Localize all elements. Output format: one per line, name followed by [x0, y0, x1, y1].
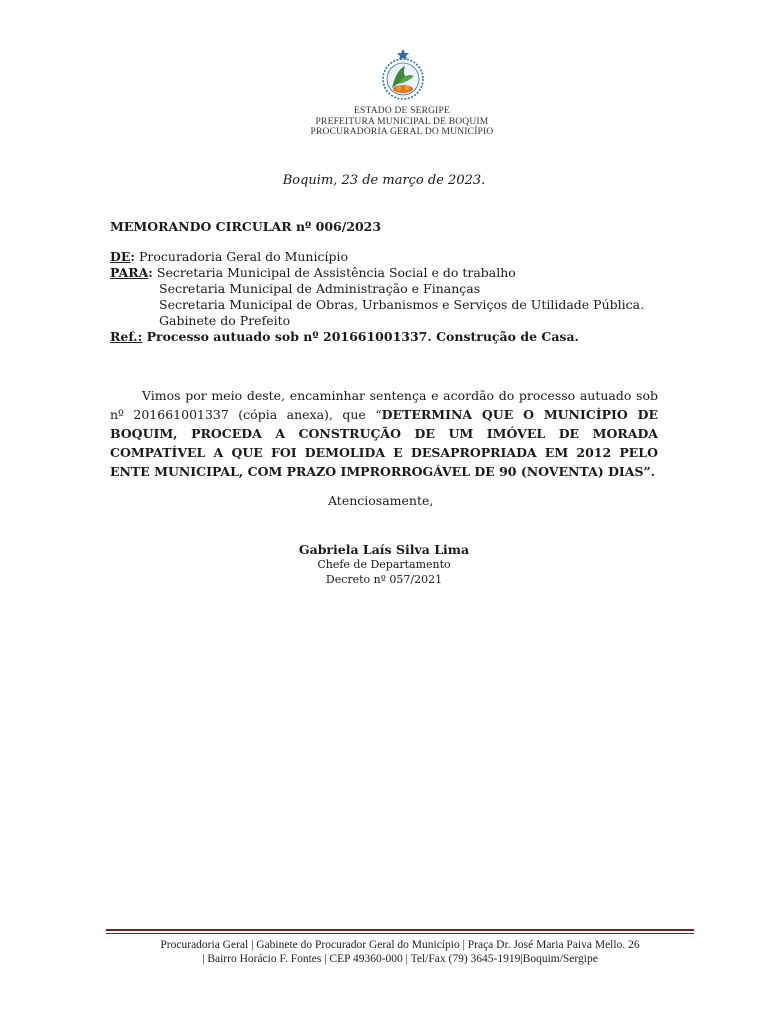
ref-value: Processo autuado sob nº 201661001337. Construção de Casa.	[146, 329, 579, 344]
ref-line	[110, 329, 579, 345]
footer-address	[100, 938, 700, 966]
document-date: Boquim, 23 de março de 2023.	[282, 173, 486, 188]
body-quote: DETERMINA QUE O MUNICÍPIO DE BOQUIM, PROCEDA A CONSTRUÇÃO DE UM IMÓVEL DE MORADA COMPATÍVEL A QUE FOI DEMOLIDA E DESAPROPRIADA EM 2012 PELO ENTE MUNICIPAL, COM PRAZO IMPRORROGÁVEL DE 90 (NOVENTA) DIAS”.	[110, 407, 658, 479]
footer-line: Procuradoria Geral | Gabinete do Procurador Geral do Município | Praça Dr. José Maria Paiva Mello. 26	[160, 939, 640, 951]
recipient-item: Secretaria Municipal de Obras, Urbanismos e Serviços de Utilidade Pública.	[159, 297, 645, 312]
ref-label: Ref.:	[110, 329, 143, 344]
letterhead-prefecture: PREFEITURA MUNICIPAL DE BOQUIM	[315, 116, 489, 127]
letterhead-state: ESTADO DE SERGIPE	[353, 106, 451, 116]
signatory-decree: Decreto nº 057/2021	[325, 573, 443, 586]
memo-title: MEMORANDO CIRCULAR nº 006/2023	[110, 219, 382, 234]
recipient-item: Gabinete do Prefeito	[159, 313, 291, 328]
footer-divider	[106, 933, 694, 934]
recipient-item: Secretaria Municipal de Assistência Social e do trabalho	[156, 265, 516, 280]
footer-line: | Bairro Horácio F. Fontes | CEP 49360-000 | Tel/Fax (79) 3645-1919|Boquim/Sergipe	[202, 953, 598, 965]
municipal-crest-icon	[378, 48, 428, 102]
signatory-name: Gabriela Laís Silva Lima	[298, 542, 470, 557]
signatory-role: Chefe de Departamento	[317, 558, 451, 571]
memo-body	[110, 386, 658, 481]
footer-divider	[106, 929, 694, 931]
from-value: Procuradoria Geral do Município	[138, 249, 349, 264]
from-line: DE: Procuradoria Geral do Município	[110, 249, 349, 264]
to-label: PARA	[110, 265, 149, 280]
letterhead-office: PROCURADORIA GERAL DO MUNICÍPIO	[310, 127, 494, 137]
recipient-item: Secretaria Municipal de Administração e Finanças	[159, 281, 481, 296]
body-paragraph	[110, 386, 658, 481]
body-intro: Vimos por meio deste, encaminhar sentença e acordão do processo autuado sob nº 201661001337 (cópia anexa), que “	[110, 388, 658, 422]
to-line: PARA: Secretaria Municipal de Assistência Social e do trabalho	[110, 265, 516, 280]
letterhead	[224, 106, 580, 138]
from-label: DE	[110, 249, 131, 264]
closing-salutation: Atenciosamente,	[328, 493, 434, 508]
